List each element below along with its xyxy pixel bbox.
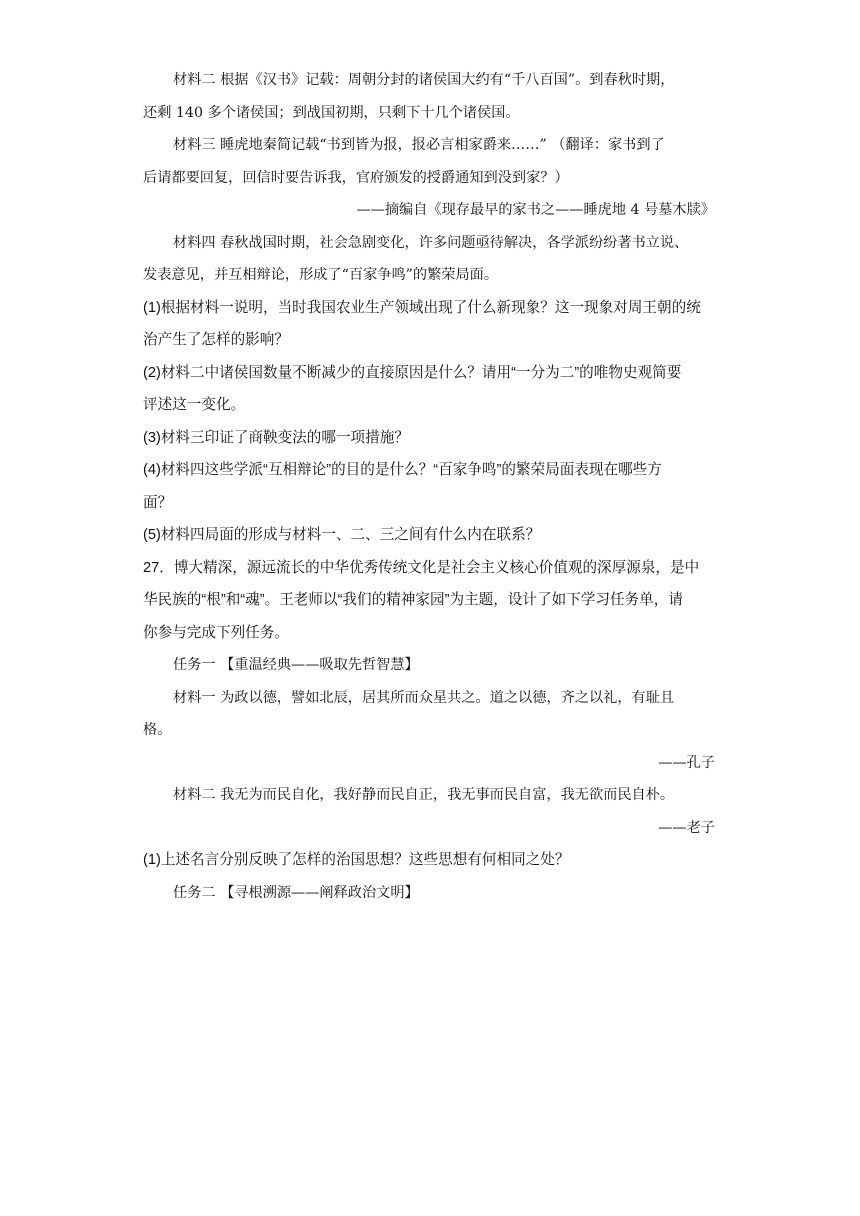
material3-line2: 后请都要回复，回信时要告诉我，官府颁发的授爵通知到没到家？） — [143, 169, 569, 186]
material4-line1: 材料四 春秋战国时期，社会急剧变化，许多问题亟待解决，各学派纷纷著书立说、 — [173, 234, 689, 251]
material2-line2: 还剩 140 多个诸侯国；到战国初期，只剩下十几个诸侯国。 — [143, 104, 520, 121]
question-27-line2: 华民族的“根”和“魂”。王老师以“我们的精神家园”为主题，设计了如下学习任务单，请 — [143, 592, 683, 608]
task1-title: 任务一 【重温经典——吸取先哲智慧】 — [173, 657, 419, 673]
question-3: (3)材料三印证了商鞅变法的哪一项措施？ — [143, 429, 409, 446]
question-4-line1: (4)材料四这些学派“互相辩论”的目的是什么？“百家争鸣”的繁荣局面表现在哪些方 — [143, 462, 662, 478]
material2-line1: 材料二 根据《汉书》记载：周朝分封的诸侯国大约有“千八百国”。到春秋时期， — [173, 72, 675, 88]
task1-question-1: (1)上述名言分别反映了怎样的治国思想？这些思想有何相同之处？ — [143, 852, 570, 868]
task2-title: 任务二 【寻根溯源——阐释政治文明】 — [173, 884, 419, 901]
task1-material1-line2: 格。 — [143, 722, 172, 738]
question-27-line3: 你参与完成下列任务。 — [143, 624, 289, 641]
question-27-line1: 27．博大精深，源远流长的中华优秀传统文化是社会主义核心价值观的深厚源泉，是中 — [143, 559, 700, 576]
question-2-line2: 评述这一变化。 — [143, 397, 246, 413]
task1-material2-source: ——老子 — [658, 819, 715, 836]
material4-line2: 发表意见，并互相辩论，形成了“百家争鸣”的繁荣局面。 — [143, 267, 499, 283]
question-5: (5)材料四局面的形成与材料一、二、三之间有什么内在联系？ — [143, 527, 541, 543]
task1-material1-line1: 材料一 为政以德，譬如北辰，居其所而众星共之。道之以德，齐之以礼，有耻且 — [173, 689, 675, 706]
question-1-line1: (1)根据材料一说明，当时我国农业生产领域出现了什么新现象？这一现象对周王朝的统 — [143, 299, 701, 316]
material3-line1: 材料三 睡虎地秦简记载“书到皆为报，报必言相家爵来……” （翻译：家书到了 — [173, 137, 665, 153]
question-1-line2: 治产生了怎样的影响？ — [143, 332, 289, 348]
material3-source: ——摘编自《现存最早的家书之——睡虎地 4 号墓木牍》 — [356, 202, 715, 218]
document-body — [143, 64, 719, 909]
task1-material2-line1: 材料二 我无为而民自化，我好静而民自正，我无事而民自富，我无欲而民自朴。 — [173, 787, 675, 803]
task1-material1-source: ——孔子 — [658, 754, 715, 771]
question-4-line2: 面？ — [143, 494, 173, 511]
question-2-line1: (2)材料二中诸侯国数量不断减少的直接原因是什么？请用“一分为二”的唯物史观简要 — [143, 364, 682, 381]
